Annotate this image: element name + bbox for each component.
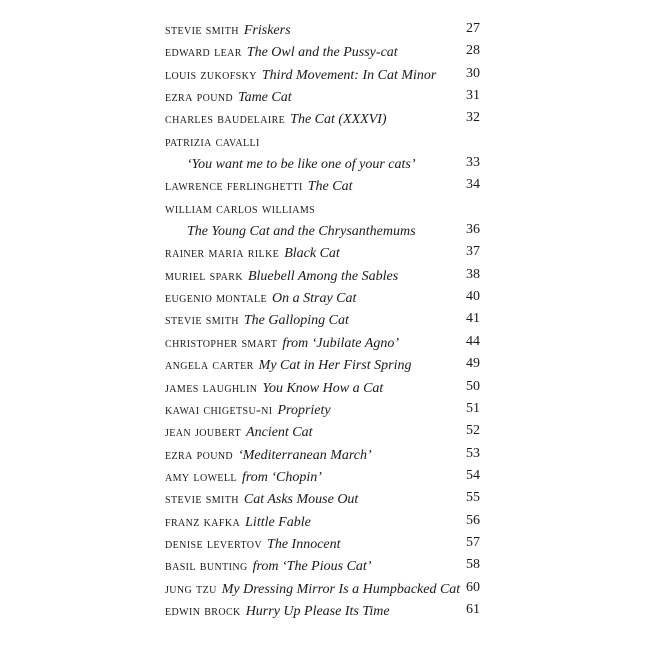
toc-page-number: 49 bbox=[466, 356, 480, 372]
toc-author: charles baudelaire bbox=[165, 112, 286, 128]
toc-author: kawai chigetsu-ni bbox=[165, 402, 273, 418]
toc-entry bbox=[165, 130, 480, 152]
toc-page-number: 61 bbox=[466, 601, 480, 617]
toc-page-number: 27 bbox=[466, 21, 480, 36]
toc-entry bbox=[165, 487, 480, 509]
toc-title: The Cat (XXXVI) bbox=[290, 112, 387, 128]
toc-author: franz kafka bbox=[165, 514, 241, 530]
toc-page-number: 36 bbox=[466, 222, 480, 238]
toc-page-number: 34 bbox=[466, 177, 480, 193]
toc-author: angela carter bbox=[165, 358, 254, 374]
toc-page-number: 56 bbox=[466, 512, 480, 528]
toc-author: rainer maria rilke bbox=[165, 246, 280, 262]
toc-author: jung tzu bbox=[165, 581, 217, 597]
toc-title: You Know How a Cat bbox=[262, 380, 384, 396]
toc-title: Propriety bbox=[277, 402, 331, 418]
toc-page-number: 60 bbox=[466, 579, 480, 595]
toc-entry-continuation bbox=[165, 152, 480, 174]
toc-entry bbox=[165, 331, 480, 353]
toc-entry bbox=[165, 554, 480, 576]
toc-author: stevie smith bbox=[165, 492, 239, 508]
toc-page-number: 33 bbox=[466, 155, 480, 171]
toc-author: basil bunting bbox=[165, 559, 248, 575]
toc-title: ‘You want me to be like one of your cats’ bbox=[187, 157, 416, 173]
toc-entry bbox=[165, 264, 480, 286]
toc-title: Ancient Cat bbox=[246, 425, 313, 441]
toc-author: william carlos williams bbox=[165, 201, 316, 217]
toc-author: louis zukofsky bbox=[165, 67, 257, 83]
toc-title: Cat Asks Mouse Out bbox=[243, 492, 359, 508]
toc-page-number: 50 bbox=[466, 378, 480, 394]
toc-page-number: 41 bbox=[466, 311, 480, 327]
toc-entry bbox=[165, 398, 480, 420]
toc-title: Black Cat bbox=[284, 246, 340, 262]
toc-title: My Cat in Her First Spring bbox=[258, 358, 412, 374]
toc-page-number: 52 bbox=[466, 423, 480, 439]
toc-title: Friskers bbox=[243, 23, 291, 38]
toc-author: christopher smart bbox=[165, 335, 278, 351]
toc-page-number: 55 bbox=[466, 490, 480, 506]
toc-author: jean joubert bbox=[165, 425, 242, 441]
toc-title: from ‘The Pious Cat’ bbox=[252, 559, 372, 575]
toc-page-number: 51 bbox=[466, 400, 480, 416]
toc-author: amy lowell bbox=[165, 469, 237, 485]
toc-author: muriel spark bbox=[165, 268, 243, 284]
toc-title: Little Fable bbox=[245, 514, 311, 530]
toc-entry bbox=[165, 18, 480, 40]
toc-title: Tame Cat bbox=[238, 90, 292, 106]
toc-author: ezra pound bbox=[165, 447, 234, 463]
toc-page-number: 28 bbox=[466, 43, 480, 59]
toc-author: ezra pound bbox=[165, 90, 234, 106]
toc-title: My Dressing Mirror Is a Humpbacked Cat bbox=[221, 581, 461, 597]
toc-entry bbox=[165, 107, 480, 129]
toc-title: The Owl and the Pussy-cat bbox=[246, 45, 398, 61]
toc-entry bbox=[165, 63, 480, 85]
toc-author: denise levertov bbox=[165, 536, 263, 552]
toc-author: stevie smith bbox=[165, 313, 239, 329]
toc-entry bbox=[165, 443, 480, 465]
toc-entry bbox=[165, 241, 480, 263]
toc-entry bbox=[165, 420, 480, 442]
toc-page-number: 58 bbox=[466, 557, 480, 573]
toc-page-number: 40 bbox=[466, 289, 480, 305]
toc-entry bbox=[165, 510, 480, 532]
toc-page-number: 54 bbox=[466, 467, 480, 483]
toc-entry bbox=[165, 174, 480, 196]
toc-title: The Young Cat and the Chrysanthemums bbox=[187, 224, 416, 240]
toc-title: from ‘Chopin’ bbox=[241, 469, 322, 485]
toc-page-number: 57 bbox=[466, 534, 480, 550]
toc-entry bbox=[165, 85, 480, 107]
toc-author: patrizia cavalli bbox=[165, 134, 260, 150]
toc-author: james laughlin bbox=[165, 380, 258, 396]
toc-page-number: 37 bbox=[466, 244, 480, 260]
toc-page-number: 38 bbox=[466, 266, 480, 282]
toc-title: from ‘Jubilate Agno’ bbox=[282, 335, 399, 351]
toc-title: The Cat bbox=[307, 179, 353, 195]
toc-entry bbox=[165, 465, 480, 487]
toc-page-number: 31 bbox=[466, 88, 480, 104]
toc-entry bbox=[165, 532, 480, 554]
toc-author: lawrence ferlinghetti bbox=[165, 179, 303, 195]
toc-entry bbox=[165, 286, 480, 308]
toc-page-number: 32 bbox=[466, 110, 480, 126]
toc-title: The Galloping Cat bbox=[243, 313, 349, 329]
toc-title: Third Movement: In Cat Minor bbox=[261, 67, 437, 83]
toc-entry bbox=[165, 376, 480, 398]
toc-entry bbox=[165, 353, 480, 375]
toc-author: edward lear bbox=[165, 45, 242, 61]
toc-author: edwin brock bbox=[165, 603, 241, 619]
toc-title: On a Stray Cat bbox=[272, 291, 357, 307]
toc-entry bbox=[165, 197, 480, 219]
toc-entry bbox=[165, 40, 480, 62]
table-of-contents bbox=[165, 18, 480, 621]
toc-author: stevie smith bbox=[165, 23, 239, 38]
toc-entry bbox=[165, 577, 480, 599]
toc-entry bbox=[165, 599, 480, 621]
toc-title: Bluebell Among the Sables bbox=[247, 268, 399, 284]
toc-title: Hurry Up Please Its Time bbox=[245, 603, 390, 619]
toc-page-number: 53 bbox=[466, 445, 480, 461]
toc-entry bbox=[165, 308, 480, 330]
toc-author: eugenio montale bbox=[165, 291, 268, 307]
toc-title: ‘Mediterranean March’ bbox=[238, 447, 372, 463]
toc-page-number: 44 bbox=[466, 333, 480, 349]
toc-page-number: 30 bbox=[466, 65, 480, 81]
toc-title: The Innocent bbox=[267, 536, 341, 552]
toc-entry-continuation bbox=[165, 219, 480, 241]
